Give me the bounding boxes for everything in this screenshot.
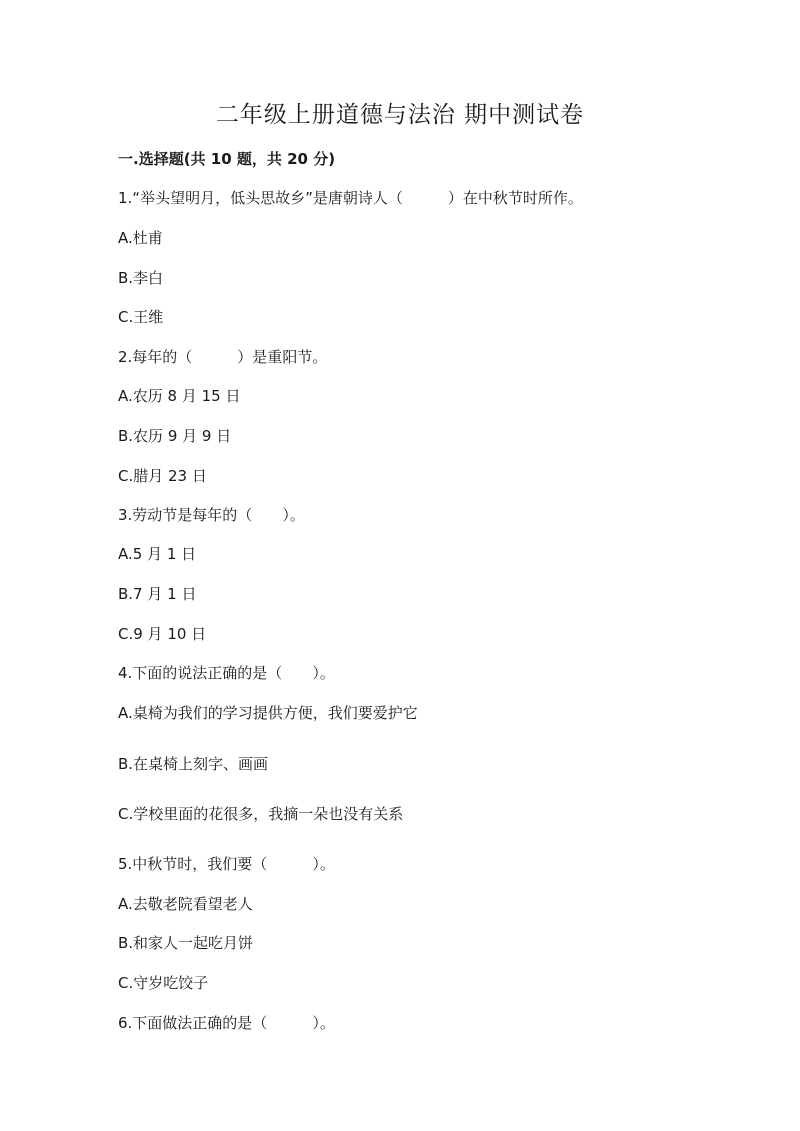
page-title: 二年级上册道德与法治 期中测试卷 [215,102,585,128]
question-2-option-b: B.农历 9 月 9 日 [118,427,232,445]
question-1-option-b: B.李白 [118,269,164,287]
question-3-option-a: A.5 月 1 日 [118,545,197,563]
question-6-stem: 6.下面做法正确的是（ ）。 [118,1014,335,1032]
question-2-stem: 2.每年的（ ）是重阳节。 [118,348,328,366]
question-1-stem: 1.“举头望明月，低头思故乡”是唐朝诗人（ ）在中秋节时所作。 [118,189,583,207]
question-1-option-a: A.杜甫 [118,229,163,247]
question-5-option-a: A.去敬老院看望老人 [118,895,253,913]
question-4-stem: 4.下面的说法正确的是（ ）。 [118,664,335,682]
question-5-option-b: B.和家人一起吃月饼 [118,934,254,952]
question-1-option-c: C.王维 [118,308,164,326]
question-4-option-a: A.桌椅为我们的学习提供方便，我们要爱护它 [118,704,418,722]
question-3-option-b: B.7 月 1 日 [118,585,197,603]
question-5-option-c: C.守岁吃饺子 [118,974,209,992]
question-4-option-b: B.在桌椅上刻字、画画 [118,755,269,773]
section-heading: 一.选择题(共 10 题，共 20 分) [118,150,336,168]
question-2-option-c: C.腊月 23 日 [118,467,207,485]
question-5-stem: 5.中秋节时，我们要（ ）。 [118,855,335,873]
question-3-stem: 3.劳动节是每年的（ ）。 [118,506,305,524]
question-4-option-c: C.学校里面的花很多，我摘一朵也没有关系 [118,805,404,823]
question-2-option-a: A.农历 8 月 15 日 [118,387,241,405]
question-3-option-c: C.9 月 10 日 [118,625,207,643]
